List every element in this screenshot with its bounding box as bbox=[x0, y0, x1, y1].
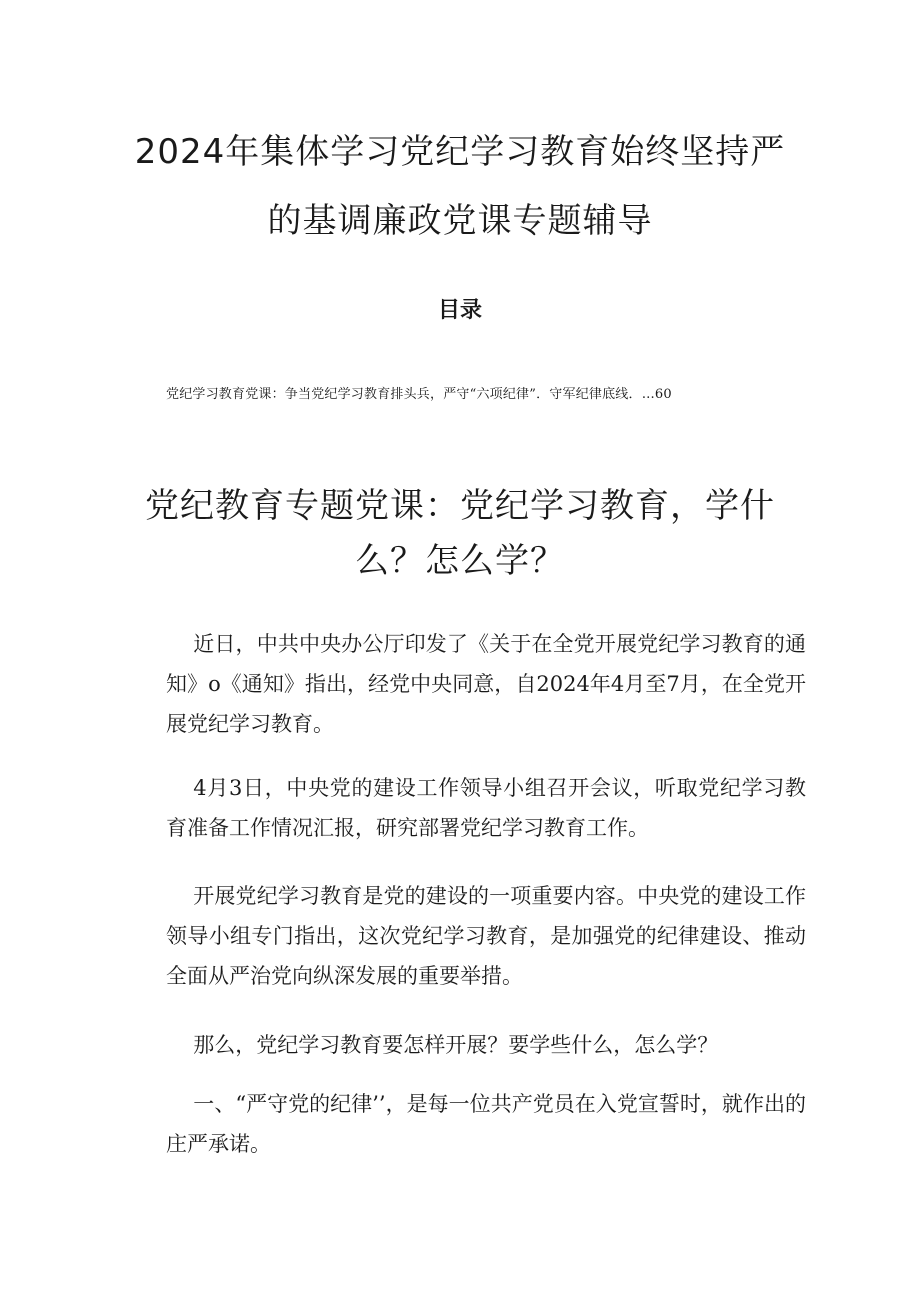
document-title-line-2: 的基调廉政党课专题辅导 bbox=[267, 201, 653, 241]
body-paragraph: 4月3日，中央党的建设工作领导小组召开会议，听取党纪学习教育准备工作情况汇报，研究部署党纪学习教育工作。 bbox=[166, 776, 806, 840]
body-paragraph: 近日，中共中央办公厅印发了《关于在全党开展党纪学习教育的通知》o《通知》指出，经党中央同意，自2024年4月至7月，在全党开展党纪学习教育。 bbox=[166, 632, 806, 736]
document-title-line-1: 2024年集体学习党纪学习教育始终坚持严 bbox=[134, 132, 786, 172]
body-paragraph: 开展党纪学习教育是党的建设的一项重要内容。中央党的建设工作领导小组专门指出，这次党纪学习教育，是加强党的纪律建设、推动全面从严治党向纵深发展的重要举措。 bbox=[166, 884, 806, 988]
body-paragraph: 那么，党纪学习教育要怎样开展？要学些什么，怎么学？ bbox=[193, 1033, 719, 1057]
toc-entry[interactable]: 党纪学习教育党课：争当党纪学习教育排头兵，严守“六项纪律”．守军纪律底线．…60 bbox=[166, 387, 672, 402]
body-paragraph: 一、“严守党的纪律’’，是每一位共产党员在入党宣誓时，就作出的庄严承诺。 bbox=[166, 1092, 806, 1156]
section-title-line-2: 么？怎么学？ bbox=[355, 541, 565, 581]
toc-heading: 目录 bbox=[437, 298, 482, 323]
section-title-line-1: 党纪教育专题党课：党纪学习教育，学什 bbox=[145, 486, 775, 526]
